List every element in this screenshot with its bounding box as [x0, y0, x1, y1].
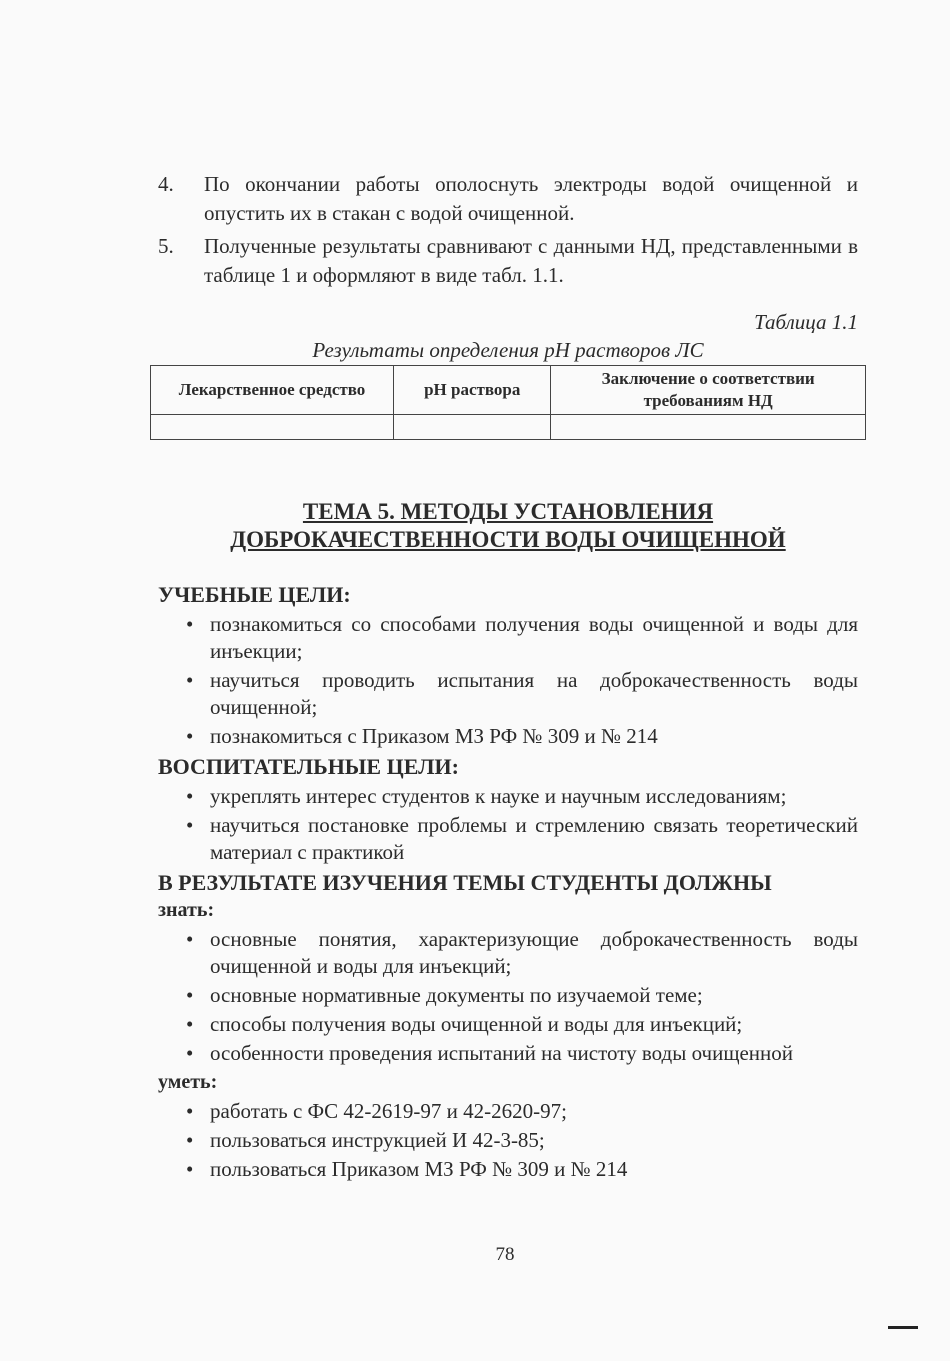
list-item: • особенности проведения испытаний на чистоту воды очищенной — [210, 1040, 858, 1067]
table-header-cell: Лекарственное средство — [151, 366, 394, 415]
table-cell — [394, 415, 551, 440]
table-caption: Результаты определения pH растворов ЛС — [312, 338, 704, 362]
list-item: • основные нормативные документы по изучаемой теме; — [210, 982, 858, 1009]
know-label: знать: — [158, 899, 215, 921]
scan-edge-mark — [888, 1326, 918, 1329]
list-item: • укреплять интерес студентов к науке и научным исследованиям; — [210, 783, 858, 810]
list-item: • основные понятия, характеризующие доброкачественность воды очищенной и воды для инъекций; — [210, 926, 858, 980]
theme-title-line: ДОБРОКАЧЕСТВЕННОСТИ ВОДЫ ОЧИЩЕННОЙ — [230, 527, 786, 552]
table-cell — [151, 415, 394, 440]
can-list — [158, 1098, 858, 1183]
table-cell — [551, 415, 866, 440]
upbringing-goals-list — [158, 783, 858, 866]
theme-content — [158, 580, 858, 1185]
list-item: • пользоваться инструкцией И 42-3-85; — [210, 1127, 858, 1154]
list-item: • научиться проводить испытания на доброкачественность воды очищенной; — [210, 667, 858, 721]
list-item: • познакомиться с Приказом МЗ РФ № 309 и № 214 — [210, 723, 858, 750]
list-item: • научиться постановке проблемы и стремлению связать теоретический материал с практикой — [210, 812, 858, 866]
theme-title — [150, 498, 866, 554]
step-item — [158, 232, 858, 290]
list-item: • познакомиться со способами получения воды очищенной и воды для инъекции; — [210, 611, 858, 665]
can-label: уметь: — [158, 1071, 218, 1093]
step-item — [158, 170, 858, 228]
table-header-cell: Заключение о соответствии требованиям НД — [551, 366, 866, 415]
educational-goals-heading: УЧЕБНЫЕ ЦЕЛИ: — [158, 582, 351, 607]
list-item: • пользоваться Приказом МЗ РФ № 309 и № 214 — [210, 1156, 858, 1183]
list-item: • способы получения воды очищенной и воды для инъекций; — [210, 1011, 858, 1038]
table-header-row — [151, 366, 866, 415]
know-list — [158, 926, 858, 1067]
procedure-steps — [158, 170, 858, 294]
upbringing-goals-heading: ВОСПИТАТЕЛЬНЫЕ ЦЕЛИ: — [158, 754, 459, 779]
step-text: По окончании работы ополоснуть электроды водой очищенной и опустить их в стакан с водой очищенной. — [204, 172, 858, 225]
page-number: 78 — [495, 1244, 515, 1265]
table-label: Таблица 1.1 — [754, 310, 858, 334]
step-text: Полученные результаты сравнивают с данными НД, представленными в таблице 1 и оформляют в виде табл. 1.1. — [204, 234, 858, 287]
results-heading: В РЕЗУЛЬТАТЕ ИЗУЧЕНИЯ ТЕМЫ СТУДЕНТЫ ДОЛЖНЫ — [158, 870, 772, 895]
theme-title-line: ТЕМА 5. МЕТОДЫ УСТАНОВЛЕНИЯ — [302, 499, 714, 524]
table-header-cell: pH раствора — [394, 366, 551, 415]
list-item: • работать с ФС 42-2619-97 и 42-2620-97; — [210, 1098, 858, 1125]
step-number: 5. — [158, 234, 174, 258]
educational-goals-list — [158, 611, 858, 750]
table-row — [151, 415, 866, 440]
results-table — [150, 365, 866, 440]
step-number: 4. — [158, 172, 174, 196]
